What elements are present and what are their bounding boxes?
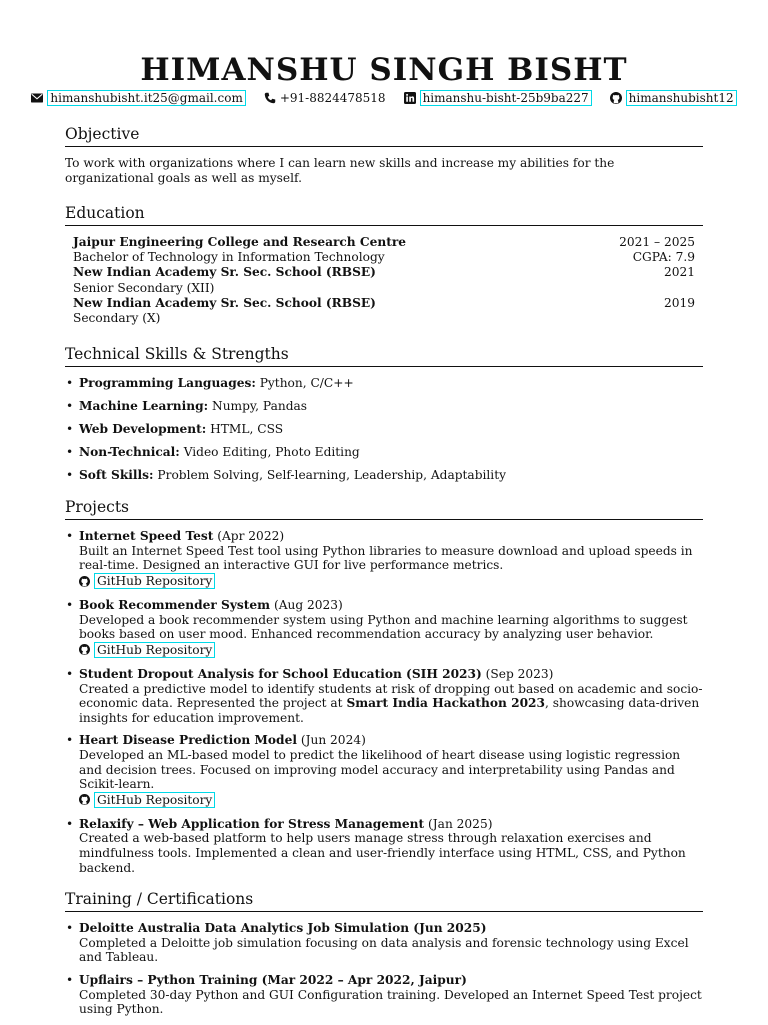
skill-label: Web Development: (79, 422, 207, 437)
training-item: • Deloitte Australia Data Analytics Job Simulation (Jun 2025) Completed a Deloitte job simulation focusing on data analysis and forensic technology using Excel and Tableau. (66, 921, 689, 965)
skill-value: HTML, CSS (210, 422, 284, 437)
contact-bar (50, 90, 734, 106)
skills-list (65, 376, 703, 483)
education-date: 2021 (663, 265, 695, 280)
training-description: Completed a Deloitte job simulation focusing on data analysis and forensic technology using Excel and Tableau. (79, 935, 689, 965)
repo-link[interactable] (79, 642, 215, 658)
repo-link[interactable] (79, 792, 215, 808)
skill-label: Non-Technical: (79, 445, 180, 460)
phone-icon (264, 92, 276, 104)
education-date: 2021 – 2025 (619, 235, 695, 249)
project-title: Internet Speed Test (79, 529, 214, 544)
objective-section (65, 124, 703, 186)
project-date: (Jun 2024) (300, 733, 366, 748)
training-description: Completed 30-day Python and GUI Configuration training. Developed an Internet Speed Test project using Python. (79, 987, 702, 1017)
project-title: Heart Disease Prediction Model (79, 733, 297, 748)
phone-number: +91-8824478518 (279, 91, 386, 105)
skills-section (65, 344, 703, 483)
repo-link-label[interactable]: GitHub Repository (94, 642, 215, 658)
project-title: Book Recommender System (79, 598, 271, 613)
skill-item: • Machine Learning: Numpy, Pandas (66, 399, 308, 414)
training-title: Upflairs – Python Training (Mar 2022 – Apr 2022, Jaipur) (79, 972, 467, 987)
github-icon (79, 576, 90, 587)
projects-heading: Projects (65, 497, 703, 520)
skill-label: Machine Learning: (79, 399, 209, 414)
training-list (65, 921, 703, 1017)
project-item: • Book Recommender System (Aug 2023) Developed a book recommender system using Python and machine learning algorithms to suggest books based on user mood. Enhanced recommendation accuracy by analyzing user behavior. GitHub Repository (66, 598, 688, 657)
project-date: (Aug 2023) (273, 598, 343, 613)
education-heading: Education (65, 203, 703, 226)
project-item: • Heart Disease Prediction Model (Jun 2024) Developed an ML-based model to predict the likelihood of heart disease using logistic regression and decision trees. Focused on improving model accuracy and interpretability using Pandas and Scikit-learn. GitHub Repository (66, 733, 681, 807)
school-name: New Indian Academy Sr. Sec. School (RBSE) (73, 295, 376, 310)
email-link[interactable]: himanshubisht.it25@gmail.com (47, 90, 245, 106)
project-title: Relaxify – Web Application for Stress Management (79, 816, 425, 831)
skill-item: • Web Development: HTML, CSS (66, 422, 284, 437)
projects-list (65, 529, 703, 875)
degree-name: Secondary (X) (73, 311, 161, 326)
training-item: • Upflairs – Python Training (Mar 2022 – Apr 2022, Jaipur) Completed 30-day Python and GUI Configuration training. Developed an Internet Speed Test project using Python. (66, 972, 702, 1017)
github-icon (79, 644, 90, 655)
project-date: (Sep 2023) (485, 666, 554, 681)
email-contact[interactable] (31, 90, 245, 106)
project-date: (Jan 2025) (428, 816, 493, 831)
training-section (65, 889, 703, 1017)
skill-value: Python, C/C++ (259, 376, 354, 391)
training-heading: Training / Certifications (65, 889, 703, 912)
skills-heading: Technical Skills & Strengths (65, 344, 703, 367)
repo-link-label[interactable]: GitHub Repository (94, 573, 215, 589)
project-item: • Relaxify – Web Application for Stress Management (Jan 2025) Created a web-based platform to help users manage stress through relaxation exercises and mindfulness tools. Implemented a clean and user-friendly interface using HTML, CSS, and Python backend. (66, 816, 686, 875)
repo-link-label[interactable]: GitHub Repository (94, 792, 215, 808)
project-description: Built an Internet Speed Test tool using Python libraries to measure download and upload speeds in real-time. Designed an interactive GUI for live performance metrics. (79, 543, 693, 573)
phone-contact (264, 90, 386, 106)
project-item: • Student Dropout Analysis for School Education (SIH 2023) (Sep 2023) Created a predictive model to identify students at risk of dropping out based on academic and socio-economic data. Represented the project at Smart India Hackathon 2023, showcasing data-driven insights for education improvement. (66, 666, 703, 725)
project-item: • Internet Speed Test (Apr 2022) Built an Internet Speed Test tool using Python libraries to measure download and upload speeds in real-time. Designed an interactive GUI for live performance metrics. GitHub Repository (66, 529, 693, 588)
education-entry (73, 235, 695, 265)
project-description: Developed a book recommender system using Python and machine learning algorithms to suggest books based on user mood. Enhanced recommendation accuracy by analyzing user behavior. (79, 612, 688, 642)
project-description: Created a predictive model to identify students at risk of dropping out based on academic and socio-economic data. Represented the project at (79, 681, 703, 711)
skill-label: Soft Skills: (79, 468, 154, 483)
objective-text: To work with organizations where I can learn new skills and increase my abilities for the organizational goals as well as myself. (65, 156, 615, 185)
skill-item: • Non-Technical: Video Editing, Photo Editing (66, 445, 360, 460)
education-date: 2019 (663, 295, 695, 310)
resume-page (50, 52, 734, 1025)
degree-name: Bachelor of Technology in Information Technology (73, 250, 385, 265)
projects-section (65, 497, 703, 875)
project-description-end: , showcasing data-driven insights for education improvement. (79, 696, 700, 725)
envelope-icon (31, 92, 43, 104)
project-description: Created a web-based platform to help users manage stress through relaxation exercises and mindfulness tools. Implemented a clean and user-friendly interface using HTML, CSS, and Python backend. (79, 831, 686, 875)
education-entry (73, 265, 695, 295)
github-icon (79, 794, 90, 805)
github-contact[interactable] (610, 90, 737, 106)
linkedin-icon (404, 92, 416, 104)
github-link[interactable]: himanshubisht12 (626, 90, 737, 106)
candidate-name: HIMANSHU SINGH BISHT (140, 52, 628, 88)
skill-item: • Programming Languages: Python, C/C++ (66, 376, 354, 391)
objective-heading: Objective (65, 124, 703, 147)
repo-link[interactable] (79, 573, 215, 589)
github-icon (610, 92, 622, 104)
project-description: Developed an ML-based model to predict the likelihood of heart disease using logistic regression and decision trees. Focused on improving model accuracy and interpretability using Pandas and Scikit-learn. (79, 747, 681, 792)
linkedin-link[interactable]: himanshu-bisht-25b9ba227 (420, 90, 592, 106)
skill-item: • Soft Skills: Problem Solving, Self-learning, Leadership, Adaptability (66, 468, 506, 483)
degree-name: Senior Secondary (XII) (73, 280, 215, 295)
skill-label: Programming Languages: (79, 376, 256, 391)
education-entry (73, 296, 695, 326)
education-score: CGPA: 7.9 (632, 250, 695, 265)
school-name: Jaipur Engineering College and Research Centre (73, 235, 407, 249)
training-title: Deloitte Australia Data Analytics Job Simulation (Jun 2025) (79, 921, 487, 936)
school-name: New Indian Academy Sr. Sec. School (RBSE) (73, 265, 376, 280)
project-title: Student Dropout Analysis for School Education (SIH 2023) (79, 666, 482, 681)
hackathon-name: Smart India Hackathon 2023 (346, 696, 546, 711)
education-section (65, 203, 703, 326)
education-list (65, 235, 703, 326)
skill-value: Numpy, Pandas (212, 399, 308, 414)
linkedin-contact[interactable] (404, 90, 592, 106)
skill-value: Video Editing, Photo Editing (183, 445, 360, 460)
project-date: (Apr 2022) (217, 529, 285, 544)
skill-value: Problem Solving, Self-learning, Leadership, Adaptability (157, 468, 506, 483)
